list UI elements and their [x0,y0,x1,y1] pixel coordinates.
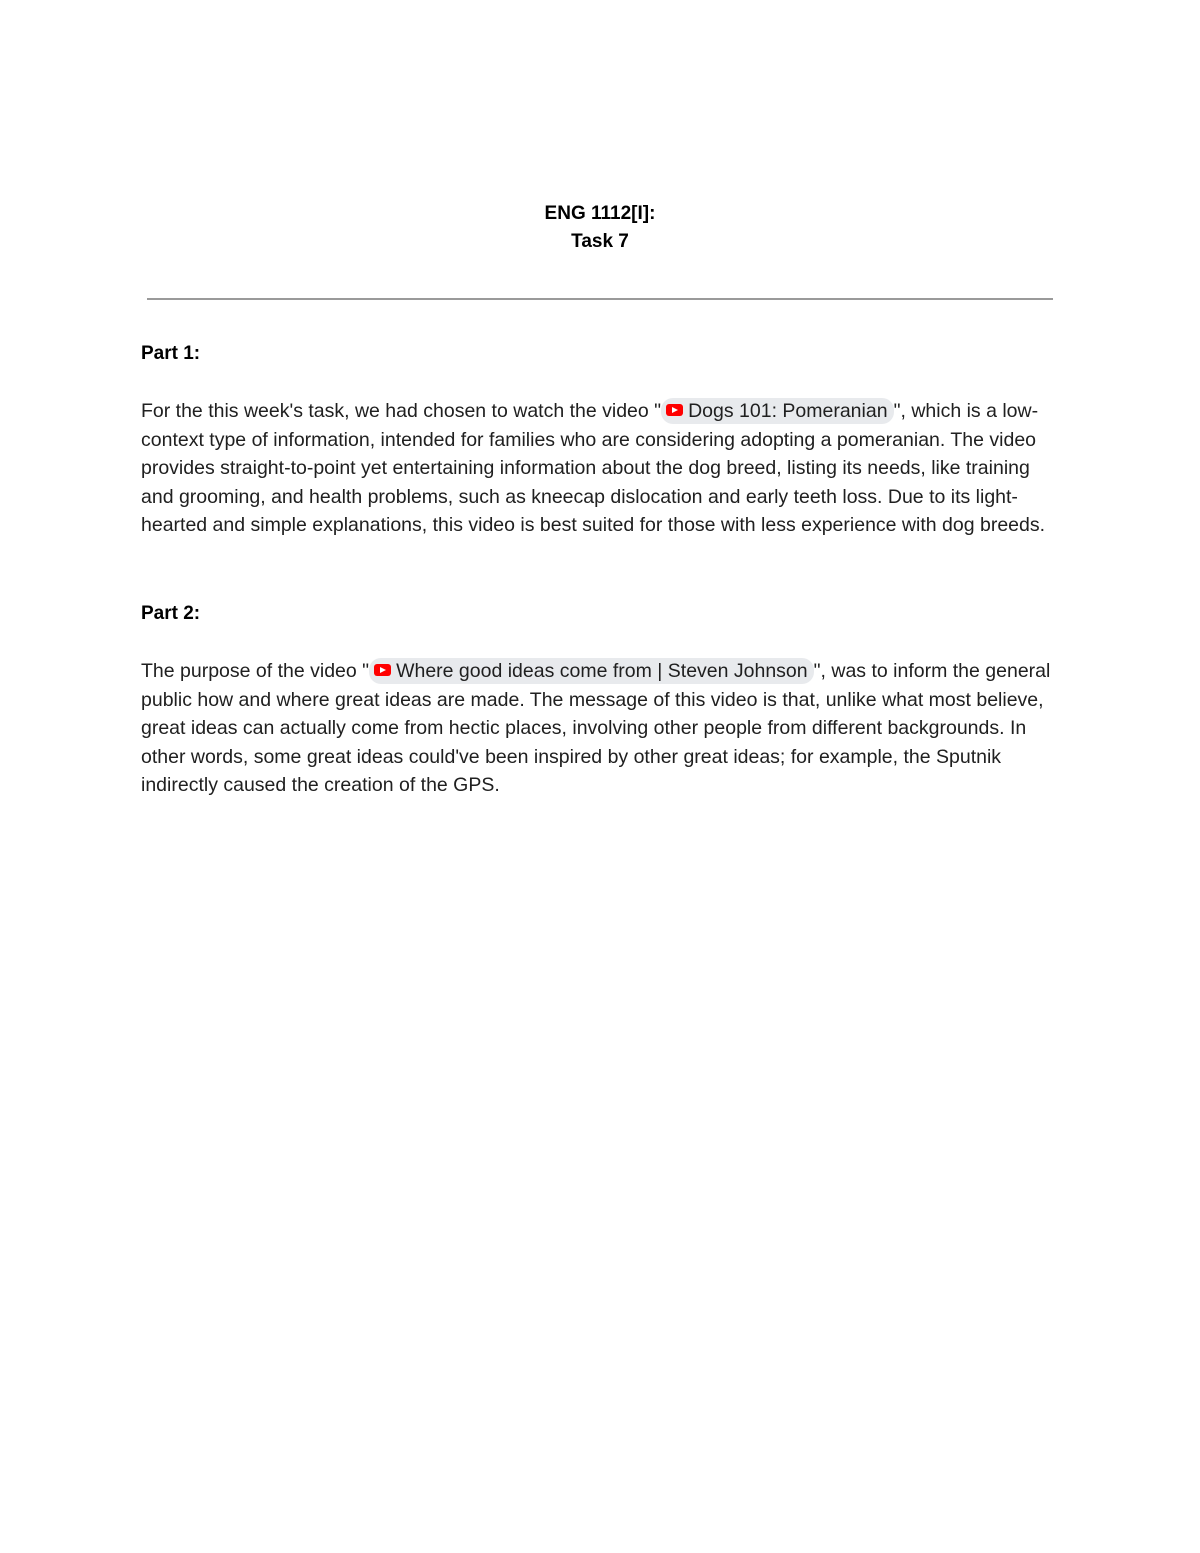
part2-text-after: ", was to inform the general public how and where great ideas are made. The message of this video is that, unlike what most believe, great ideas can actually come from hectic places, involving other people from different backgrounds. In other words, some great ideas could've been inspired by other great ideas; for example, the Sputnik indirectly caused the creation of the GPS. [141,660,1051,796]
part1-paragraph [141,397,1056,540]
part2-paragraph [141,657,1056,800]
video-link-chip-good-ideas[interactable] [369,658,814,684]
video-link-chip-pomeranian[interactable] [661,398,893,424]
youtube-icon [666,404,683,416]
youtube-icon [374,664,391,676]
course-title: ENG 1112[I]: [544,203,656,224]
task-title: Task 7 [571,231,629,252]
horizontal-divider [147,298,1053,300]
document-header [0,200,1200,256]
part1-heading: Part 1: [141,343,201,364]
part2-heading: Part 2: [141,603,201,624]
part1-text-before: For the this week's task, we had chosen to watch the video " [141,400,662,422]
part1-text-after: ", which is a low-context type of information, intended for families who are considering adopting a pomeranian. The video provides straight-to-point yet entertaining information about the dog breed, listing its needs, like training and grooming, and health problems, such as kneecap dislocation and early teeth loss. Due to its light-hearted and simple explanations, this video is best suited for those with less experience with dog breeds. [141,400,1046,536]
part2-text-before: The purpose of the video " [141,660,370,682]
video-link-label: Dogs 101: Pomeranian [688,400,888,422]
video-link-label: Where good ideas come from | Steven Johnson [396,660,808,682]
